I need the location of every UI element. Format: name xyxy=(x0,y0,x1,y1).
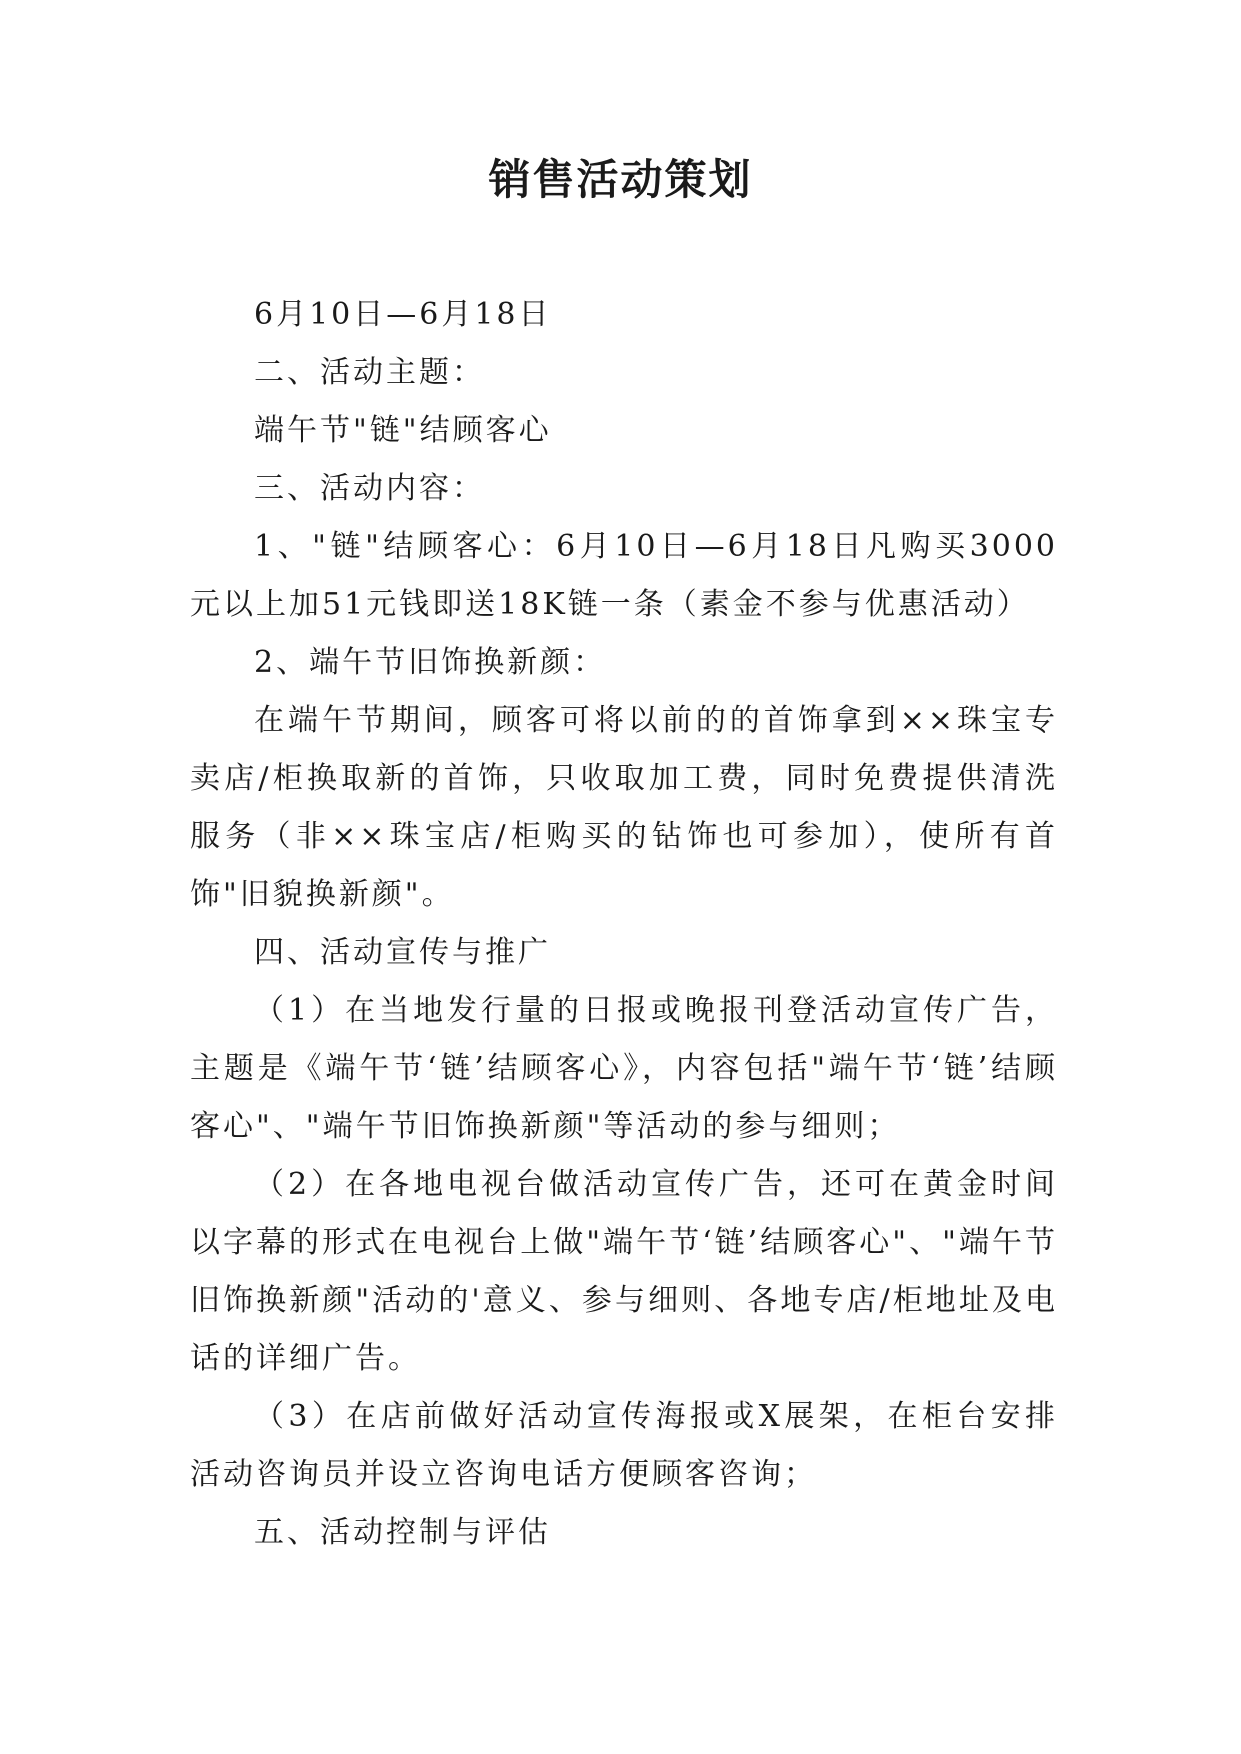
paragraph-item-1: 1、"链"结顾客心：6月10日—6月18日凡购买3000元以上加51元钱即送18K链一条（素金不参与优惠活动） xyxy=(190,529,1058,622)
paragraph-theme: 端午节"链"结顾客心 xyxy=(254,413,552,448)
paragraph-section-4-heading: 四、活动宣传与推广 xyxy=(254,935,551,970)
document-title: 销售活动策划 xyxy=(488,155,753,204)
paragraph-section-5-heading: 五、活动控制与评估 xyxy=(254,1515,551,1550)
document-body xyxy=(190,286,1058,1562)
paragraph-item-2-body: 在端午节期间，顾客可将以前的的首饰拿到××珠宝专卖店/柜换取新的首饰，只收取加工费，同时免费提供清洗服务（非××珠宝店/柜购买的钻饰也可参加），使所有首饰"旧貌换新颜"。 xyxy=(190,703,1058,912)
paragraph-promo-1: （1）在当地发行量的日报或晚报刊登活动宣传广告，主题是《端午节‘链’结顾客心》，内容包括"端午节‘链’结顾客心"、"端午节旧饰换新颜"等活动的参与细则； xyxy=(190,993,1058,1144)
paragraph-promo-2: （2）在各地电视台做活动宣传广告，还可在黄金时间以字幕的形式在电视台上做"端午节‘链’结顾客心"、"端午节旧饰换新颜"活动的'意义、参与细则、各地专店/柜地址及电话的详细广告。 xyxy=(190,1167,1058,1376)
paragraph-promo-3: （3）在店前做好活动宣传海报或X展架，在柜台安排活动咨询员并设立咨询电话方便顾客咨询； xyxy=(190,1399,1058,1492)
paragraph-section-2-heading: 二、活动主题： xyxy=(254,355,485,390)
paragraph-date-range: 6月10日—6月18日 xyxy=(254,297,552,332)
paragraph-item-2-heading: 2、端午节旧饰换新颜： xyxy=(254,645,607,680)
paragraph-section-3-heading: 三、活动内容： xyxy=(254,471,485,506)
